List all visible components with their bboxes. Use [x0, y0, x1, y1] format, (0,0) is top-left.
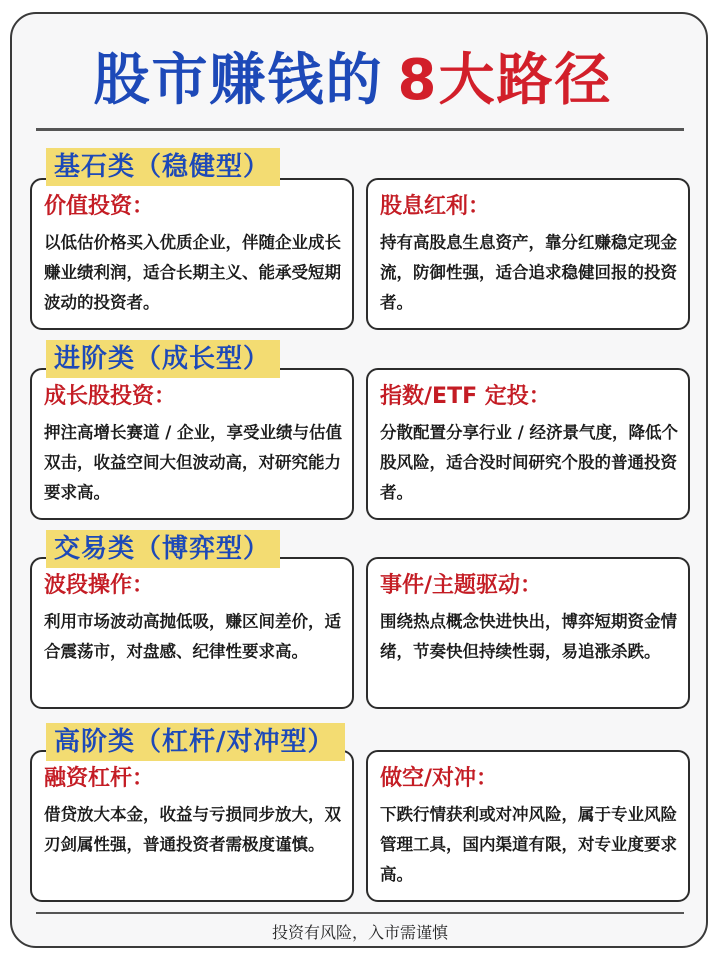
- card-value-investing: [30, 178, 354, 330]
- card-title: 波段操作：: [44, 573, 155, 598]
- card-body: 围绕热点概念快进快出，博弈短期资金情绪，节奏快但持续性弱，易追涨杀跌。: [380, 612, 677, 661]
- category-label-high-level: 高阶类（杠杆/对冲型）: [46, 723, 345, 761]
- card-event-driven: [366, 557, 690, 709]
- card-margin-leverage: [30, 750, 354, 902]
- title-part-1: 股市赚钱的: [93, 48, 384, 113]
- category-label-trading: 交易类（博弈型）: [46, 530, 280, 568]
- card-index-etf: [366, 368, 690, 520]
- title-divider: [36, 128, 684, 131]
- card-title: 指数/ETF 定投：: [380, 384, 551, 409]
- title-part-2-highlight: 8大路径: [384, 44, 627, 118]
- card-title: 价值投资：: [44, 194, 155, 219]
- page-title: [0, 44, 720, 118]
- card-title: 融资杠杆：: [44, 766, 155, 791]
- card-body: 利用市场波动高抛低吸，赚区间差价，适合震荡市，对盘感、纪律性要求高。: [44, 612, 341, 661]
- card-swing-trading: [30, 557, 354, 709]
- category-label-advanced: 进阶类（成长型）: [46, 340, 280, 378]
- card-body: 借贷放大本金，收益与亏损同步放大，双刃剑属性强，普通投资者需极度谨慎。: [44, 805, 341, 854]
- card-title: 成长股投资：: [44, 384, 177, 409]
- card-body: 下跌行情获利或对冲风险，属于专业风险管理工具，国内渠道有限，对专业度要求高。: [380, 805, 677, 884]
- card-body: 持有高股息生息资产，靠分红赚稳定现金流，防御性强，适合追求稳健回报的投资者。: [380, 233, 677, 312]
- card-growth-stock: [30, 368, 354, 520]
- card-body: 以低估价格买入优质企业，伴随企业成长赚业绩利润，适合长期主义、能承受短期波动的投资者。: [44, 233, 341, 312]
- card-short-hedge: [366, 750, 690, 902]
- category-label-foundation: 基石类（稳健型）: [46, 148, 280, 186]
- card-title: 做空/对冲：: [380, 766, 499, 791]
- card-title: 事件/主题驱动：: [380, 573, 543, 598]
- card-title: 股息红利：: [380, 194, 491, 219]
- risk-disclaimer: 投资有风险，入市需谨慎: [271, 923, 448, 942]
- card-dividend: [366, 178, 690, 330]
- card-body: 押注高增长赛道 / 企业，享受业绩与估值双击，收益空间大但波动高，对研究能力要求高。: [44, 423, 343, 502]
- footer-divider: [36, 912, 684, 914]
- card-body: 分散配置分享行业 / 经济景气度，降低个股风险，适合没时间研究个股的普通投资者。: [380, 423, 679, 502]
